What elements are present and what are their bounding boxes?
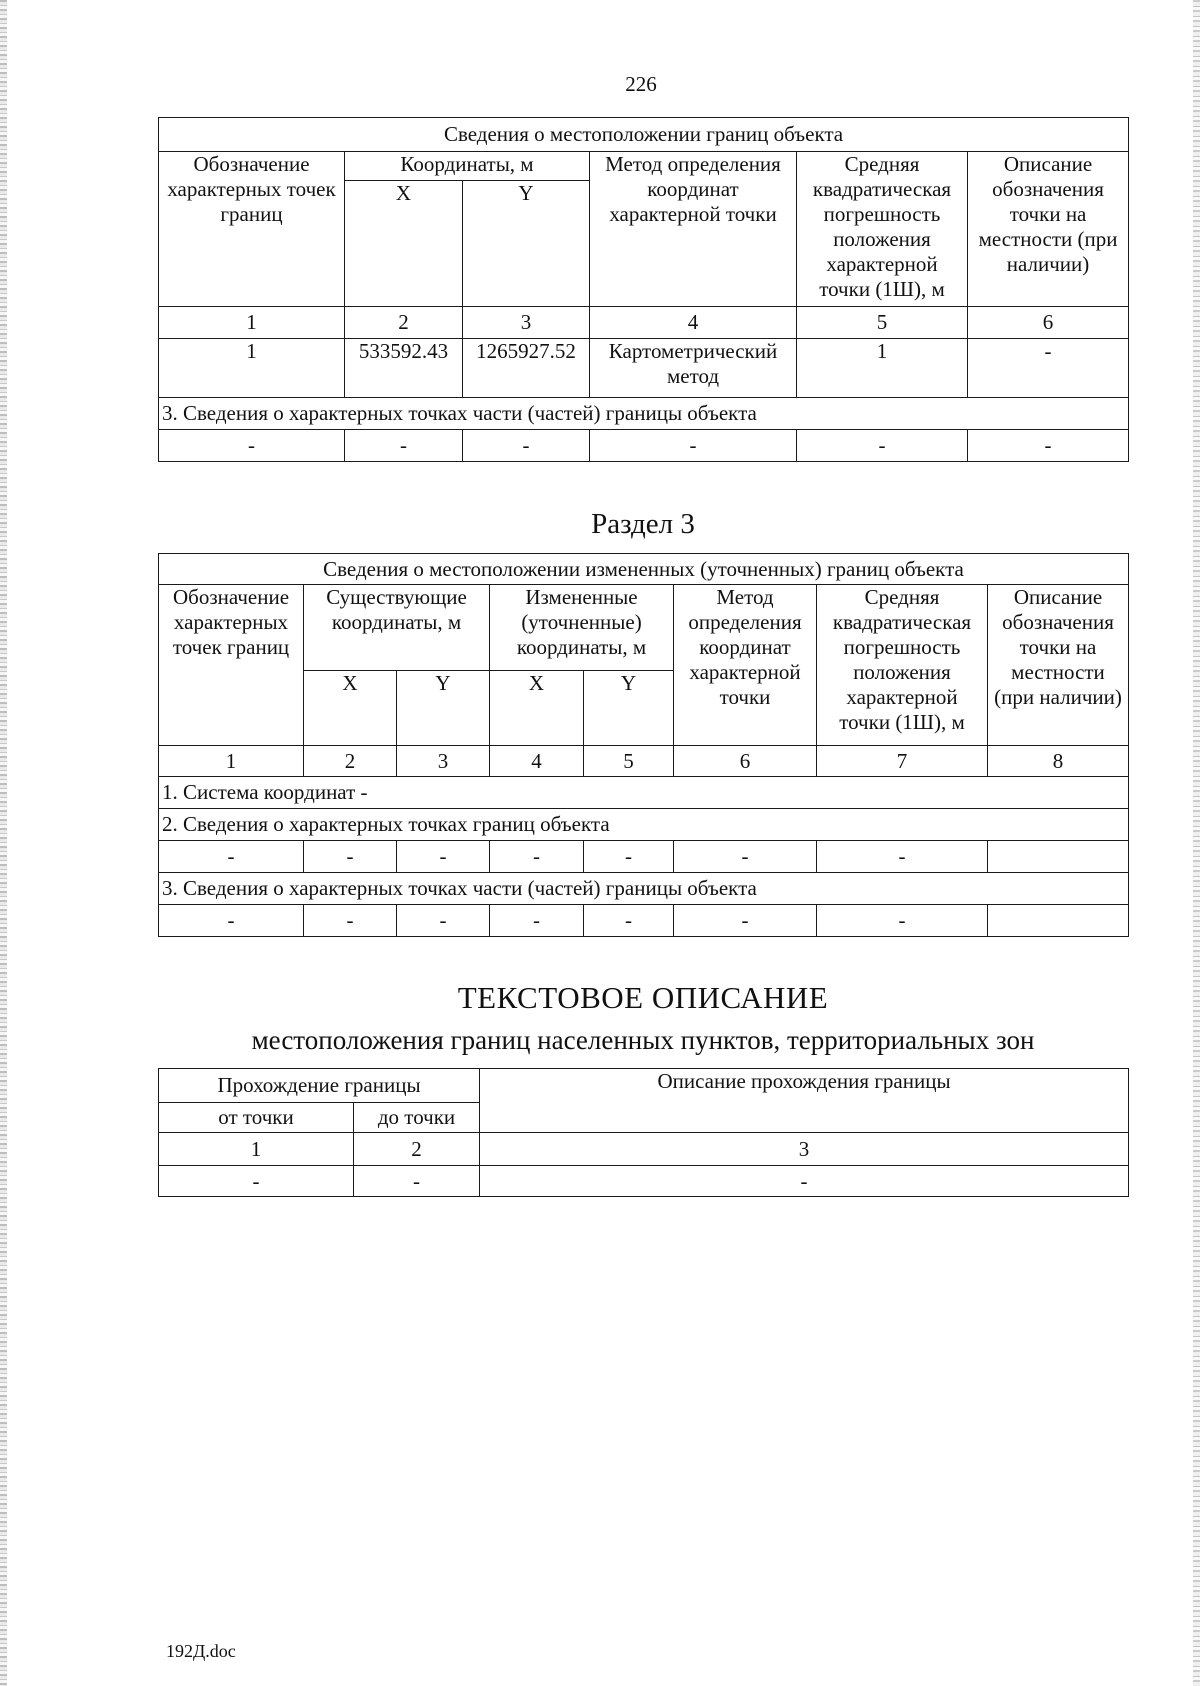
- text-description-heading: ТЕКСТОВОЕ ОПИСАНИЕ: [457, 980, 829, 1015]
- header-existing-coords: Существующие координаты, м: [304, 585, 490, 671]
- scan-edge-left: [0, 0, 7, 1686]
- column-number: 3: [463, 307, 590, 339]
- table-title: Сведения о местоположении границ объекта: [159, 118, 1129, 152]
- cell-error: 1: [797, 339, 968, 398]
- column-number: 4: [590, 307, 797, 339]
- column-number: 7: [817, 746, 988, 777]
- empty-cell: -: [159, 430, 345, 462]
- empty-cell: -: [584, 841, 674, 873]
- header-y: Y: [584, 671, 674, 746]
- header-to-point: до точки: [354, 1103, 480, 1133]
- header-description: Описание обозначения точки на местности (при наличии): [968, 152, 1129, 307]
- empty-cell: [988, 841, 1129, 873]
- empty-cell: -: [354, 1166, 480, 1197]
- cell-method: Картометрический метод: [590, 339, 797, 398]
- empty-cell: -: [304, 841, 397, 873]
- cell-description: -: [968, 339, 1129, 398]
- empty-cell: -: [159, 841, 304, 873]
- changed-boundary-table: [158, 553, 1129, 937]
- header-y: Y: [397, 671, 490, 746]
- table-title: Сведения о местоположении измененных (уточненных) границ объекта: [159, 554, 1129, 585]
- empty-cell: -: [584, 905, 674, 937]
- column-number: 6: [674, 746, 817, 777]
- column-number: 5: [797, 307, 968, 339]
- column-number: 1: [159, 1133, 354, 1166]
- header-method: Метод определения координат характерной точки: [590, 152, 797, 307]
- column-number: 2: [354, 1133, 480, 1166]
- header-description: Описание обозначения точки на местности (при наличии): [988, 585, 1129, 746]
- section-row-label: 3. Сведения о характерных точках части (частей) границы объекта: [159, 398, 1129, 430]
- section-row-label: 1. Система координат -: [159, 777, 1129, 809]
- empty-cell: -: [397, 905, 490, 937]
- header-passage-description: Описание прохождения границы: [480, 1069, 1129, 1133]
- table-row: [159, 1166, 1129, 1197]
- page-number: 226: [625, 72, 657, 96]
- empty-cell: -: [490, 841, 584, 873]
- table-row: [159, 430, 1129, 462]
- empty-cell: -: [490, 905, 584, 937]
- empty-cell: -: [797, 430, 968, 462]
- column-number: 2: [345, 307, 463, 339]
- boundary-passage-table: [158, 1068, 1129, 1197]
- header-error: Средняя квадратическая погрешность положения характерной точки (1Ш), м: [797, 152, 968, 307]
- boundary-location-table: [158, 117, 1129, 462]
- empty-cell: -: [674, 841, 817, 873]
- empty-cell: -: [345, 430, 463, 462]
- section-row-label: 3. Сведения о характерных точках части (частей) границы объекта: [159, 873, 1129, 905]
- section-row-label: 2. Сведения о характерных точках границ объекта: [159, 809, 1129, 841]
- empty-cell: -: [304, 905, 397, 937]
- header-y: Y: [463, 181, 590, 307]
- scan-edge-right: [1193, 0, 1200, 1686]
- header-method: Метод определения координат характерной точки: [674, 585, 817, 746]
- header-changed-coords: Измененные (уточненные) координаты, м: [490, 585, 674, 671]
- section-title: Раздел 3: [591, 508, 695, 540]
- header-point: Обозначение характерных точек границ: [159, 585, 304, 746]
- column-number: 4: [490, 746, 584, 777]
- column-number: 1: [159, 746, 304, 777]
- column-number: 2: [304, 746, 397, 777]
- column-number: 6: [968, 307, 1129, 339]
- table-row: [159, 339, 1129, 398]
- empty-cell: -: [480, 1166, 1129, 1197]
- cell-point: 1: [159, 339, 345, 398]
- empty-cell: -: [674, 905, 817, 937]
- empty-cell: -: [968, 430, 1129, 462]
- header-x: X: [304, 671, 397, 746]
- empty-cell: -: [817, 841, 988, 873]
- column-number: 1: [159, 307, 345, 339]
- table-row: [159, 841, 1129, 873]
- header-from-point: от точки: [159, 1103, 354, 1133]
- text-description-subheading: местоположения границ населенных пунктов, территориальных зон: [251, 1025, 1035, 1055]
- header-x: X: [345, 181, 463, 307]
- header-coords: Координаты, м: [345, 152, 590, 181]
- column-number: 8: [988, 746, 1129, 777]
- cell-y: 1265927.52: [463, 339, 590, 398]
- header-error: Средняя квадратическая погрешность положения характерной точки (1Ш), м: [817, 585, 988, 746]
- empty-cell: -: [397, 841, 490, 873]
- column-number: 3: [480, 1133, 1129, 1166]
- footer-filename: 192Д.doc: [166, 1641, 236, 1661]
- empty-cell: -: [817, 905, 988, 937]
- column-number: 3: [397, 746, 490, 777]
- empty-cell: -: [590, 430, 797, 462]
- empty-cell: -: [463, 430, 590, 462]
- table-row: [159, 905, 1129, 937]
- cell-x: 533592.43: [345, 339, 463, 398]
- empty-cell: -: [159, 1166, 354, 1197]
- header-x: X: [490, 671, 584, 746]
- empty-cell: -: [159, 905, 304, 937]
- empty-cell: [988, 905, 1129, 937]
- header-passage: Прохождение границы: [159, 1069, 480, 1103]
- header-point: Обозначение характерных точек границ: [159, 152, 345, 307]
- column-number: 5: [584, 746, 674, 777]
